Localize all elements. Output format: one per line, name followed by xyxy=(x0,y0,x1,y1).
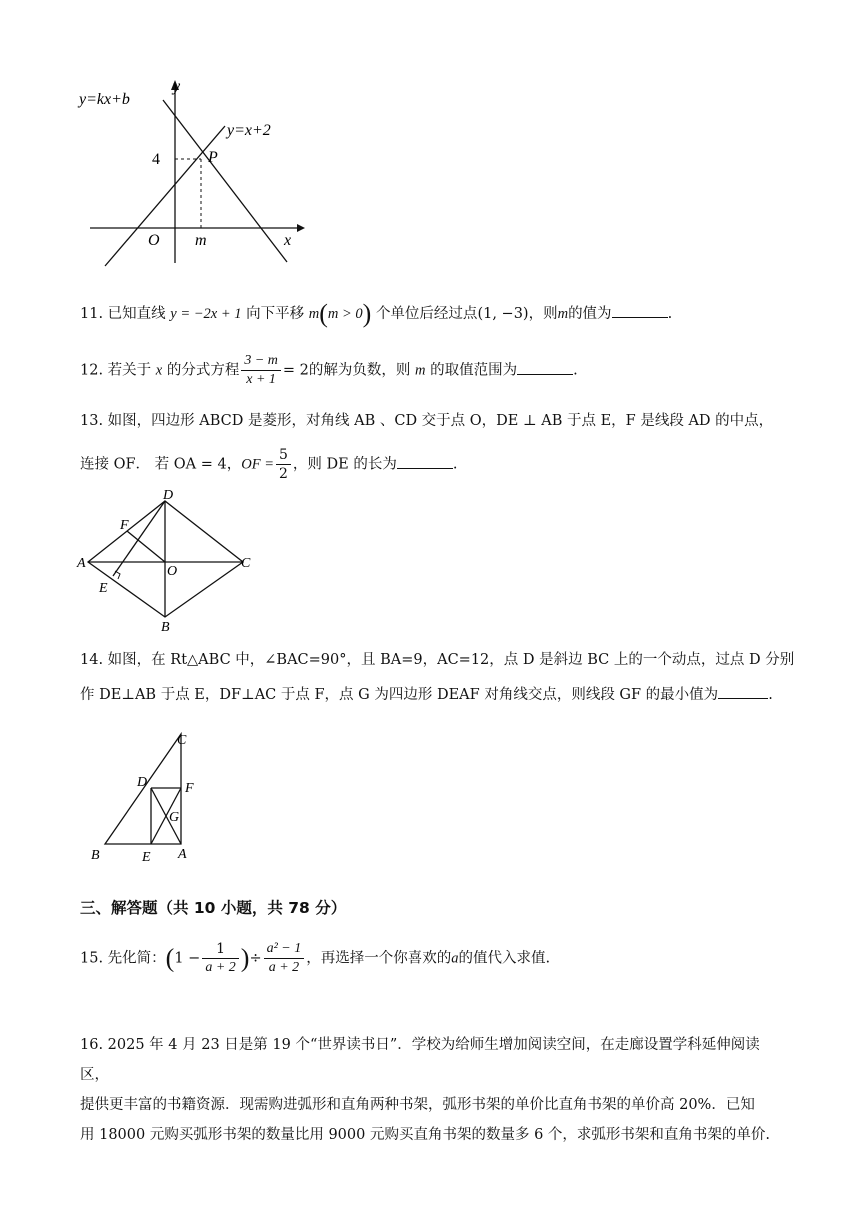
label-4: 4 xyxy=(152,151,160,168)
question-15: 15. 先化简：(1 − $\frac{1}{a + 2}$ )÷ $\frac{\text{a² − 1}}{a + 2}$ ，再选择一个你喜欢的a的值代入求值. xyxy=(80,941,551,975)
label-p: P xyxy=(208,149,218,166)
question-16 xyxy=(80,1030,780,1150)
fraction-q13: $\frac{5}{2}$ xyxy=(276,446,291,483)
label-x-plus-2: y=x+2 xyxy=(227,122,271,139)
question-14-line1: 14. 如图，在 Rt△ABC 中，∠BAC=90°，且 BA=9，AC=12，点 D 是斜边 BC 上的一个动点，过点 D 分别 xyxy=(80,652,795,668)
fig2-label-o: O xyxy=(167,564,178,579)
fraction-q15-2: $\frac{\text{a² − 1}}{a + 2}$ xyxy=(264,940,305,977)
fig3-label-e: E xyxy=(142,850,151,865)
figure-right-triangle xyxy=(85,728,215,868)
fig2-label-a: A xyxy=(77,556,86,571)
question-16-line3: 用 18000 元购买弧形书架的数量比用 9000 元购买直角书架的数量多 6 个，求弧形书架和直角书架的单价. xyxy=(80,1127,771,1143)
fig2-label-d: D xyxy=(163,488,174,503)
fig3-label-g: G xyxy=(169,810,180,825)
answer-blank-13 xyxy=(397,454,453,469)
question-16-line1: 16. 2025 年 4 月 23 日是第 19 个“世界读书日”．学校为给师生增加阅读空间，在走廊设置学科延伸阅读区， xyxy=(80,1037,760,1083)
question-14-line2: 作 DE⊥AB 于点 E，DF⊥AC 于点 F，点 G 为四边形 DEAF 对角线交点，则线段 GF 的最小值为 . xyxy=(80,684,773,705)
label-m: m xyxy=(195,232,207,249)
fig2-label-f: F xyxy=(120,518,129,533)
fig3-label-b: B xyxy=(91,848,100,863)
fig3-label-a: A xyxy=(178,847,187,862)
question-16-line2: 提供更丰富的书籍资源．现需购进弧形和直角两种书架，弧形书架的单价比直角书架的单价高 20%．已知 xyxy=(80,1097,755,1113)
fig2-label-e: E xyxy=(99,581,108,596)
fraction-q12: $\frac{3 - m}{x + 1}$ xyxy=(241,352,281,389)
axis-x-label: x xyxy=(284,232,292,249)
answer-blank-12 xyxy=(517,360,573,375)
fig2-label-c: C xyxy=(241,556,251,571)
axis-y-label: y xyxy=(173,78,181,95)
section-heading: 三、解答题（共 10 小题，共 78 分） xyxy=(80,899,347,917)
question-13-line2: 连接 OF． 若 OA = 4，OF = $\frac{5}{2}$ ，则 DE 的长为 . xyxy=(80,447,458,482)
fig3-label-c: C xyxy=(177,733,187,748)
fig3-label-d: D xyxy=(137,775,148,790)
fig3-label-f: F xyxy=(185,781,194,796)
answer-blank-11 xyxy=(612,303,668,318)
figure-linear-graph xyxy=(75,78,305,268)
figure-rhombus xyxy=(75,485,265,635)
question-13-line1: 13. 如图，四边形 ABCD 是菱形，对角线 AB 、CD 交于点 O，DE ⊥ AB 于点 E，F 是线段 AD 的中点， xyxy=(80,413,774,429)
label-kx-b: y=kx+b xyxy=(79,91,130,108)
question-11: 11. 已知直线 y = −2x + 1 向下平移 m(m > 0) 个单位后经过点(1, −3)，则m的值为 . xyxy=(80,299,673,328)
label-o: O xyxy=(148,232,160,249)
fig2-label-b: B xyxy=(161,620,170,635)
fraction-q15-1: $\frac{1}{a + 2}$ xyxy=(202,940,238,977)
question-12: 12. 若关于 x 的分式方程 $\frac{3 - m}{x + 1}$ = 2的解为负数，则 m 的取值范围为 . xyxy=(80,353,578,387)
answer-blank-14 xyxy=(718,684,768,699)
